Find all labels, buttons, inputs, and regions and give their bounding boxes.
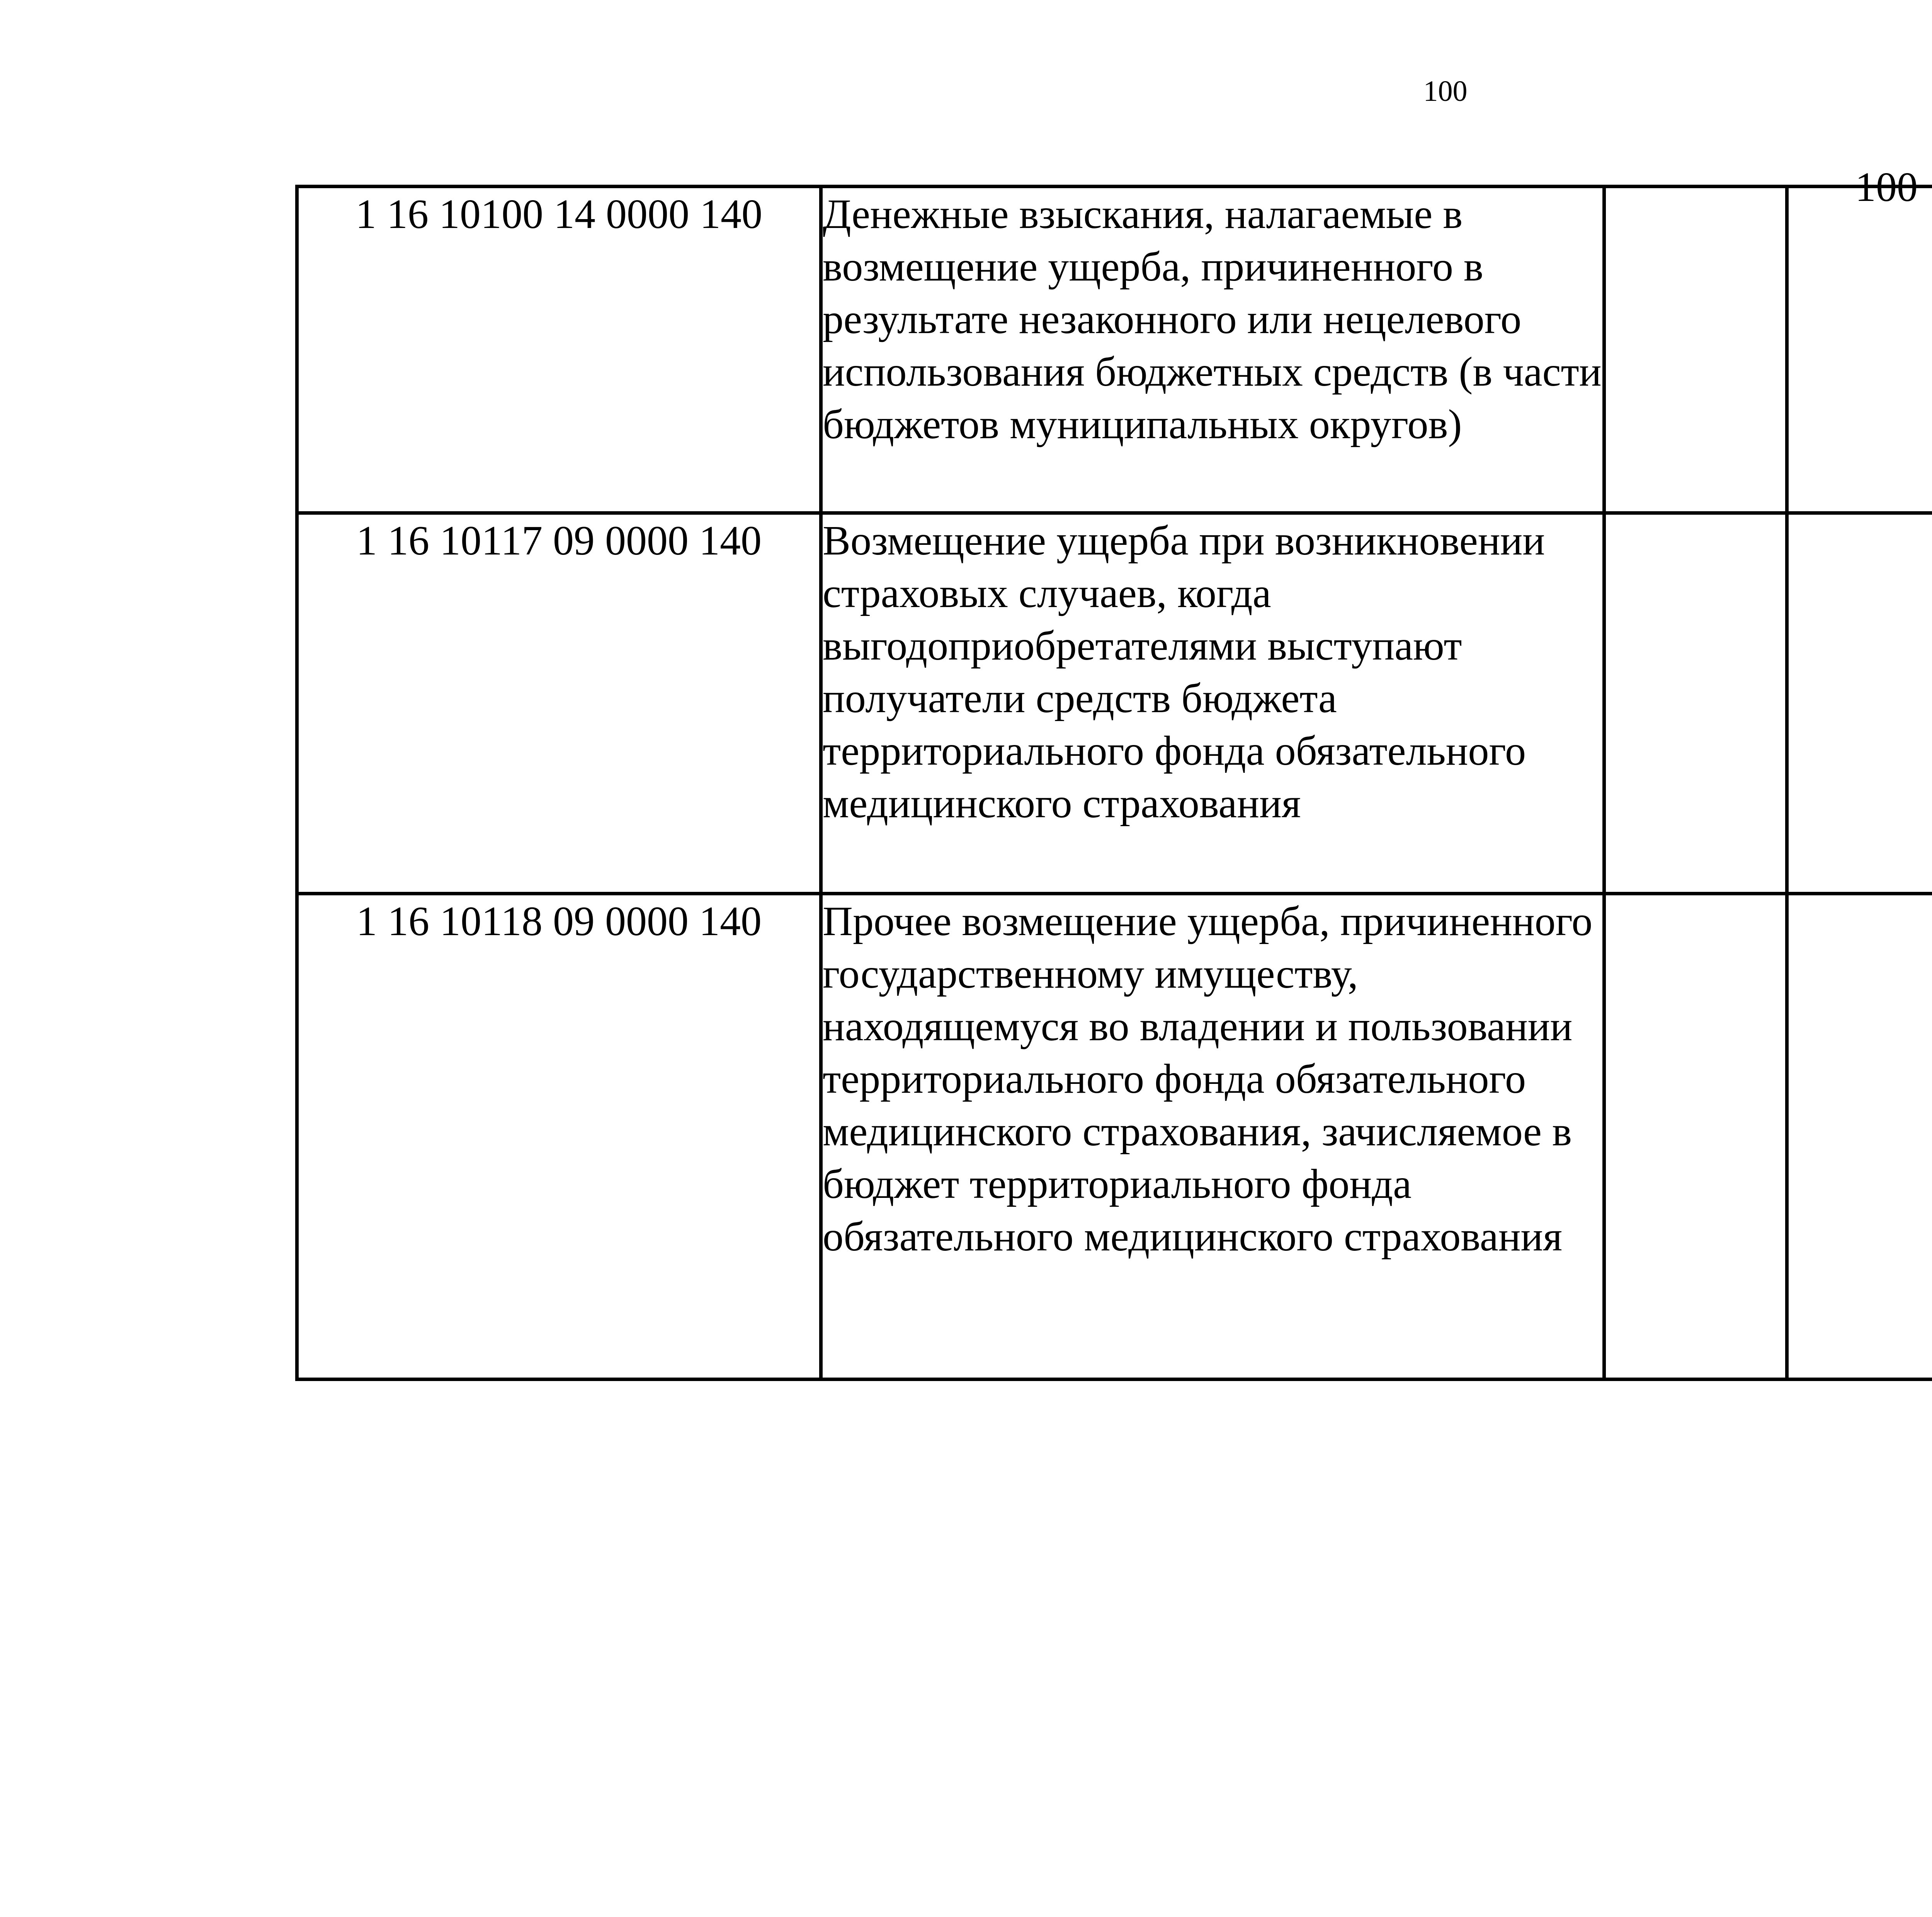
value-text: 100 [1855, 164, 1918, 210]
description-cell: Возмещение ущерба при возникновении страховых случаев, когда выгодоприобретателями выступают получатели средств бюджета территориального фонда обязательного медицинского страхования [821, 513, 1604, 894]
table-row [297, 894, 1932, 1379]
budget-code-cell: 1 16 10118 09 0000 140 [297, 894, 821, 1379]
value-cell-1 [1604, 187, 1787, 513]
budget-table [295, 164, 1932, 1381]
page-number: 100 [1423, 75, 1468, 107]
budget-code-cell: 1 16 10100 14 0000 140 [297, 187, 821, 513]
value-cell-2 [1787, 894, 1932, 1379]
value-cell-1 [1604, 894, 1787, 1379]
table-row [297, 187, 1932, 513]
description-cell: Денежные взыскания, налагаемые в возмещение ущерба, причиненного в результате незаконного или нецелевого использования бюджетных средств (в части бюджетов муниципальных округов) [821, 187, 1604, 513]
budget-code-cell: 1 16 10117 09 0000 140 [297, 513, 821, 894]
value-cell-2 [1787, 513, 1932, 894]
description-cell: Прочее возмещение ущерба, причиненного государственному имуществу, находящемуся во владении и пользовании территориального фонда обязательного медицинского страхования, зачисляемое в бюджет территориального фонда обязательного медицинского страхования [821, 894, 1604, 1379]
value-cell-1 [1604, 513, 1787, 894]
table-row [297, 513, 1932, 894]
value-cell-2 [1787, 164, 1932, 513]
